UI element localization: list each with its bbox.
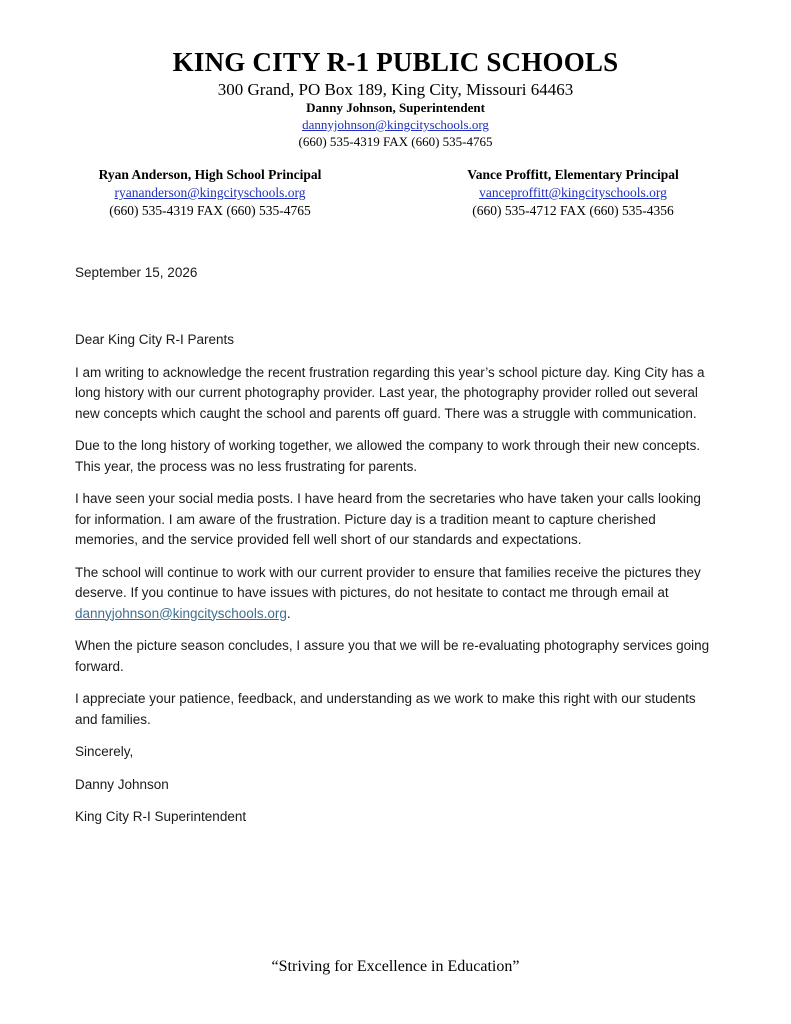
paragraph-appreciation: I appreciate your patience, feedback, and understanding as we work to make this right with our students and families. (75, 691, 696, 727)
signer-name: Danny Johnson (75, 776, 169, 792)
elementary-phone-fax: (660) 535-4712 FAX (660) 535-4356 (472, 203, 674, 218)
closing: Sincerely, (75, 744, 134, 759)
high-school-principal-email-link[interactable]: ryananderson@kingcityschools.org (114, 185, 306, 200)
high-school-principal-name: Ryan Anderson, High School Principal (98, 167, 322, 182)
salutation: Dear King City R-I Parents (75, 332, 235, 347)
footer-motto: “Striving for Excellence in Education” (271, 958, 520, 975)
school-name-heading: KING CITY R-1 PUBLIC SCHOOLS (172, 47, 619, 77)
contact-text-end: . (286, 605, 291, 621)
paragraph-re-evaluation: When the picture season concludes, I assure you that we will be re-evaluating photography services going forward. (75, 638, 710, 674)
letter-body (75, 330, 720, 840)
paragraph-acknowledgement: I am writing to acknowledge the recent frustration regarding this year’s school picture day. King City has a long history with our current photography provider. Last year, the photography provider rolled out several new concepts which caught the school and parents off guard. There was a struggle with communication. (75, 364, 705, 421)
contact-text: The school will continue to work with our current provider to ensure that families receive the pictures they deserve. If you continue to have issues with pictures, do not hesitate to contact me through email at (75, 564, 701, 600)
school-address: 300 Grand, PO Box 189, King City, Missouri 64463 (217, 80, 574, 99)
district-phone-fax: (660) 535-4319 FAX (660) 535-4765 (298, 134, 493, 149)
high-school-principal-block (60, 166, 360, 220)
paragraph-frustration: I have seen your social media posts. I have heard from the secretaries who have taken your calls looking for information. I am aware of the frustration. Picture day is a tradition meant to capture cherished memories, and the service provided fell well short of our standards and expectations. (75, 491, 701, 547)
contact-email-link[interactable]: dannyjohnson@kingcityschools.org (75, 605, 287, 621)
elementary-principal-name: Vance Proffitt, Elementary Principal (467, 167, 679, 182)
elementary-principal-email-link[interactable]: vanceproffitt@kingcityschools.org (479, 185, 667, 200)
paragraph-history: Due to the long history of working together, we allowed the company to work through their new concepts. This year, the process was no less frustrating for parents. (75, 438, 701, 474)
superintendent-name: Danny Johnson, Superintendent (306, 100, 485, 115)
superintendent-email-link[interactable]: dannyjohnson@kingcityschools.org (302, 117, 489, 132)
letter-date: September 15, 2026 (75, 265, 198, 280)
paragraph-contact (75, 563, 720, 625)
elementary-principal-block (423, 166, 723, 220)
signer-title: King City R-I Superintendent (75, 809, 247, 824)
high-school-phone-fax: (660) 535-4319 FAX (660) 535-4765 (109, 203, 311, 218)
